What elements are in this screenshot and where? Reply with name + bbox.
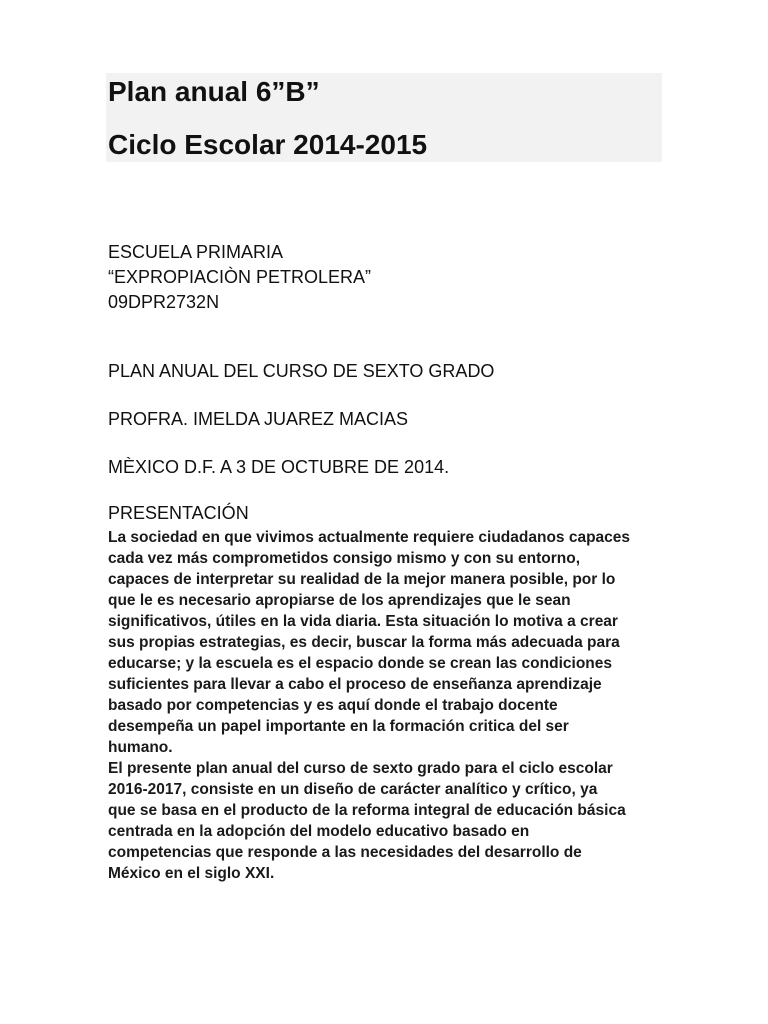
body-line: centrada en la adopción del modelo educativo basado en [108, 823, 530, 840]
body-line: humano. [108, 739, 173, 756]
body-line: cada vez más comprometidos consigo mismo y con su entorno, [108, 550, 581, 567]
body-line: desempeña un papel importante en la formación critica del ser [108, 718, 569, 735]
body-line: capaces de interpretar su realidad de la mejor manera posible, por lo [108, 571, 616, 588]
place-date: MÈXICO D.F. A 3 DE OCTUBRE DE 2014. [108, 457, 450, 477]
body-line: sus propias estrategias, es decir, buscar la forma más adecuada para [108, 634, 620, 651]
body-line: suficientes para llevar a cabo el proceso de enseñanza aprendizaje [108, 676, 602, 693]
teacher-name: PROFRA. IMELDA JUAREZ MACIAS [108, 409, 409, 429]
body-line: que se basa en el producto de la reforma integral de educación básica [108, 802, 626, 819]
document-title: Plan anual 6”B” [108, 76, 320, 107]
body-line: La sociedad en que vivimos actualmente requiere ciudadanos capaces [108, 529, 631, 546]
plan-title: PLAN ANUAL DEL CURSO DE SEXTO GRADO [108, 361, 495, 381]
school-info [108, 240, 371, 315]
section-heading: PRESENTACIÓN [108, 503, 249, 523]
body-line: educarse; y la escuela es el espacio donde se crean las condiciones [108, 655, 612, 672]
school-code: 09DPR2732N [108, 292, 220, 312]
body-line: que le es necesario apropiarse de los aprendizajes que le sean [108, 592, 571, 609]
body-line: significativos, útiles en la vida diaria. Esta situación lo motiva a crear [108, 613, 618, 630]
school-year-title: Ciclo Escolar 2014-2015 [108, 129, 428, 160]
body-line: competencias que responde a las necesidades del desarrollo de [108, 844, 582, 861]
body-line: El presente plan anual del curso de sexto grado para el ciclo escolar [108, 760, 613, 777]
body-line: 2016-2017, consiste en un diseño de carácter analítico y crítico, ya [108, 781, 598, 798]
body-line: México en el siglo XXI. [108, 865, 275, 882]
school-name: “EXPROPIACIÒN PETROLERA” [108, 267, 372, 287]
body-line: basado por competencias y es aquí donde el trabajo docente [108, 697, 558, 714]
school-type: ESCUELA PRIMARIA [108, 242, 284, 262]
presentation-body [108, 527, 664, 884]
